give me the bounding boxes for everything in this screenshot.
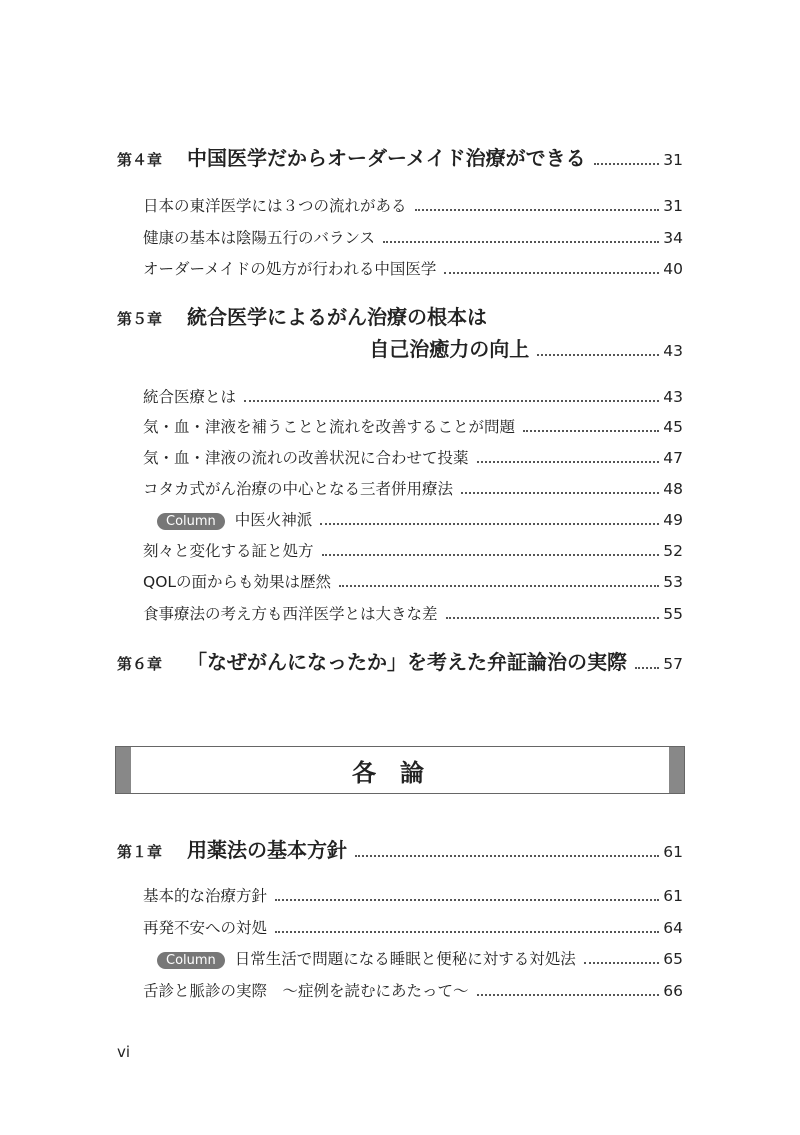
page-number: 34 (663, 229, 683, 247)
toc-entry[interactable] (143, 196, 683, 216)
dot-leader (275, 931, 659, 933)
entry-title: 気・血・津液の流れの改善状況に合わせて投薬 (143, 449, 469, 467)
toc-entry[interactable] (143, 228, 683, 248)
dot-leader (584, 962, 659, 964)
toc-entry[interactable] (143, 604, 683, 624)
section-header (115, 746, 685, 794)
dot-leader (461, 492, 659, 494)
toc-entry[interactable] (143, 981, 683, 1001)
page-number: 61 (663, 887, 683, 905)
page-number: 64 (663, 919, 683, 937)
section-title: 各論 (352, 758, 448, 787)
chapter-number: 第１章 (117, 843, 163, 861)
dot-leader (594, 163, 660, 165)
toc-entry[interactable] (143, 572, 683, 592)
toc-entry[interactable] (143, 417, 683, 437)
page-number: 52 (663, 542, 683, 560)
page-number: 40 (663, 260, 683, 278)
entry-title: 刻々と変化する証と処方 (143, 542, 314, 560)
entry-title: 舌診と脈診の実際 ～症例を読むにあたって～ (143, 982, 469, 1000)
entry-title: オーダーメイドの処方が行われる中国医学 (143, 260, 437, 278)
chapter-title: 「なぜがんになったか」を考えた弁証論治の実際 (187, 650, 627, 674)
toc-entry[interactable] (143, 510, 683, 530)
page-number: 43 (663, 388, 683, 406)
dot-leader (444, 272, 659, 274)
page-number: 57 (663, 655, 683, 673)
page-number: 53 (663, 573, 683, 591)
toc-entry[interactable] (143, 479, 683, 499)
dot-leader (635, 667, 659, 669)
dot-leader (275, 899, 659, 901)
dot-leader (322, 554, 660, 556)
dot-leader (477, 994, 660, 996)
toc-chapter[interactable] (117, 307, 683, 329)
dot-leader (446, 617, 660, 619)
toc-chapter[interactable] (117, 148, 683, 170)
chapter-number: 第６章 (117, 655, 163, 673)
page-number: 66 (663, 982, 683, 1000)
entry-title: 食事療法の考え方も西洋医学とは大きな差 (143, 605, 438, 623)
dot-leader (244, 400, 659, 402)
entry-title: コタカ式がん治療の中心となる三者併用療法 (143, 480, 454, 498)
dot-leader (355, 855, 659, 857)
dot-leader (415, 209, 660, 211)
section-bar-right (669, 747, 684, 793)
toc-entry[interactable] (143, 448, 683, 468)
toc-chapter[interactable] (117, 840, 683, 862)
entry-title: 気・血・津液を補うことと流れを改善することが問題 (143, 418, 516, 436)
page-number: 45 (663, 418, 683, 436)
chapter-title: 中国医学だからオーダーメイド治療ができる (187, 146, 586, 170)
dot-leader (477, 461, 660, 463)
page-number: 31 (663, 151, 683, 169)
toc-entry[interactable] (143, 949, 683, 969)
page-number: 55 (663, 605, 683, 623)
toc-entry[interactable] (143, 886, 683, 906)
toc-chapter-cont (117, 339, 683, 361)
entry-title: QOLの面からも効果は歴然 (143, 573, 332, 591)
page-number: 47 (663, 449, 683, 467)
page-number: 49 (663, 511, 683, 529)
section-bar-left (116, 747, 131, 793)
page-number: 65 (663, 950, 683, 968)
toc-entry[interactable] (143, 259, 683, 279)
toc-entry[interactable] (143, 918, 683, 938)
dot-leader (320, 523, 659, 525)
page-number: 48 (663, 480, 683, 498)
page-number: 31 (663, 197, 683, 215)
dot-leader (383, 241, 659, 243)
page-number: 43 (663, 342, 683, 360)
chapter-number: 第４章 (117, 151, 163, 169)
chapter-title-line2: 自己治癒力の向上 (369, 337, 530, 361)
entry-title: 基本的な治療方針 (143, 887, 268, 905)
toc-entry[interactable] (143, 541, 683, 561)
dot-leader (537, 354, 659, 356)
page-folio: vi (117, 1043, 131, 1061)
chapter-title: 用薬法の基本方針 (187, 838, 347, 862)
entry-title: 日本の東洋医学には３つの流れがある (143, 197, 407, 215)
toc-entry[interactable] (143, 387, 683, 407)
entry-title: 中医火神派 (234, 511, 313, 529)
entry-title: 日常生活で問題になる睡眠と便秘に対する対処法 (234, 950, 576, 968)
chapter-number: 第５章 (117, 310, 163, 328)
column-badge: Column (157, 513, 225, 530)
dot-leader (339, 585, 659, 587)
column-badge: Column (157, 952, 225, 969)
entry-title: 健康の基本は陰陽五行のバランス (143, 229, 376, 247)
dot-leader (523, 430, 659, 432)
page-number: 61 (663, 843, 683, 861)
chapter-title: 統合医学によるがん治療の根本は (187, 305, 487, 329)
entry-title: 再発不安への対処 (143, 919, 268, 937)
entry-title: 統合医療とは (143, 388, 237, 406)
toc-chapter[interactable] (117, 652, 683, 674)
